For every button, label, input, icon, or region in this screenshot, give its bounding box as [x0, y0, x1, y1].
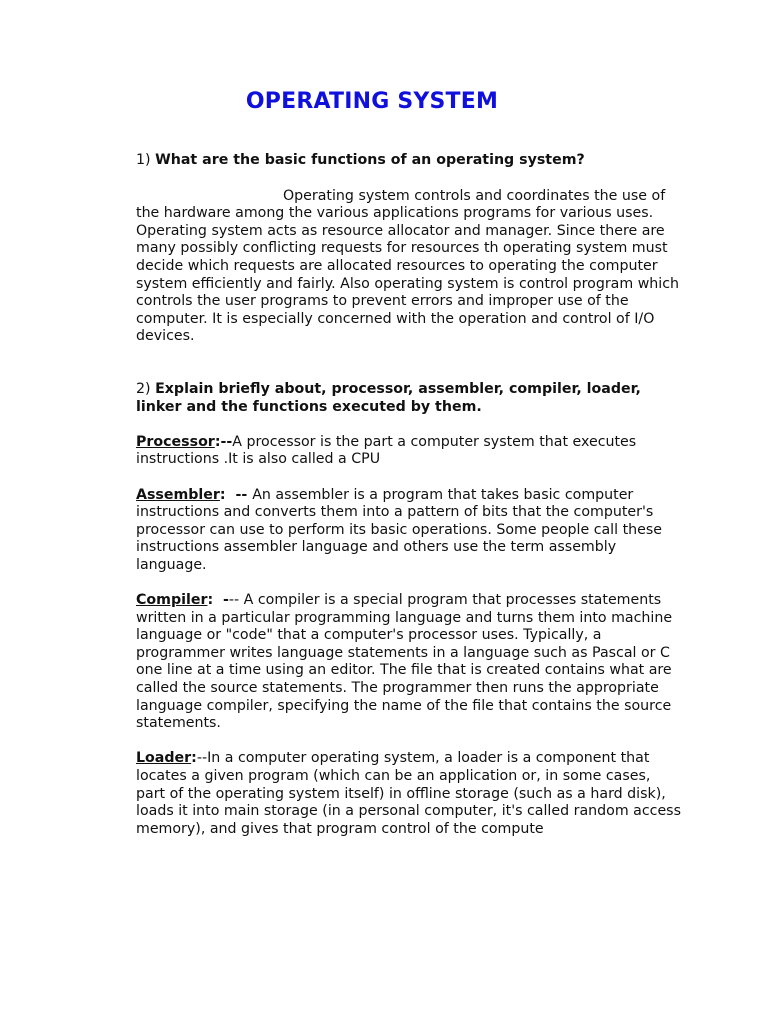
- definition-compiler: [136, 592, 681, 733]
- term-loader: Loader: [136, 750, 192, 767]
- question-1-text: What are the basic functions of an operating system?: [155, 152, 585, 168]
- separator-loader: :: [191, 750, 197, 767]
- term-compiler: Compiler: [136, 592, 208, 609]
- question-2: [136, 381, 681, 416]
- page-title: OPERATING SYSTEM: [245, 89, 499, 114]
- answer-1: Operating system controls and coordinates the use of the hardware among the various applications programs for various uses. Operating system acts as resource allocator and manager. Since there are many possibly conflicting requests for resources th operating system must decide which requests are allocated resources to operating the computer system efficiently and fairly. Also operating system is control program which controls the user programs to prevent errors and improper use of the computer. It is especially concerned with the operation and control of I/O devices.: [136, 187, 680, 345]
- question-1-number: 1): [136, 152, 156, 168]
- text-assembler: An assembler is a program that takes basic computer instructions and converts them into a pattern of bits that the computer's processor can use to perform its basic operations. Some people call these instructions assembler language and others use the term assembly language.: [136, 486, 662, 573]
- document-body: [136, 152, 681, 838]
- definition-processor: [136, 434, 681, 469]
- definition-assembler: [136, 487, 681, 575]
- separator-processor: :--: [214, 433, 233, 450]
- question-1: [136, 152, 681, 170]
- question-2-number: 2): [136, 380, 156, 397]
- separator-compiler: : -: [207, 592, 229, 609]
- text-compiler: -- A compiler is a special program that processes statements written in a particular programming language and turns them into machine language or "code" that a computer's processor uses. Typically, a programmer writes language statements in a language such as Pascal or C one line at a time using an editor. The file that is created contains what are called the source statements. The programmer then runs the appropriate language compiler, specifying the name of the file that contains the source statements.: [136, 592, 673, 732]
- separator-assembler: : --: [219, 486, 253, 503]
- question-2-text: Explain briefly about, processor, assembler, compiler, loader, linker and the functions executed by them.: [136, 380, 641, 415]
- text-loader: --In a computer operating system, a loader is a component that locates a given program (which can be an application or, in some cases, part of the operating system itself) in offline storage (such as a hard disk), loads it into main storage (in a personal computer, it's called random access memory), and gives that program control of the compute: [136, 750, 681, 837]
- definition-loader: [136, 750, 681, 838]
- term-assembler: Assembler: [136, 486, 220, 503]
- text-processor: A processor is the part a computer system that executes instructions .It is also called a CPU: [136, 433, 637, 468]
- term-processor: Processor: [136, 433, 215, 450]
